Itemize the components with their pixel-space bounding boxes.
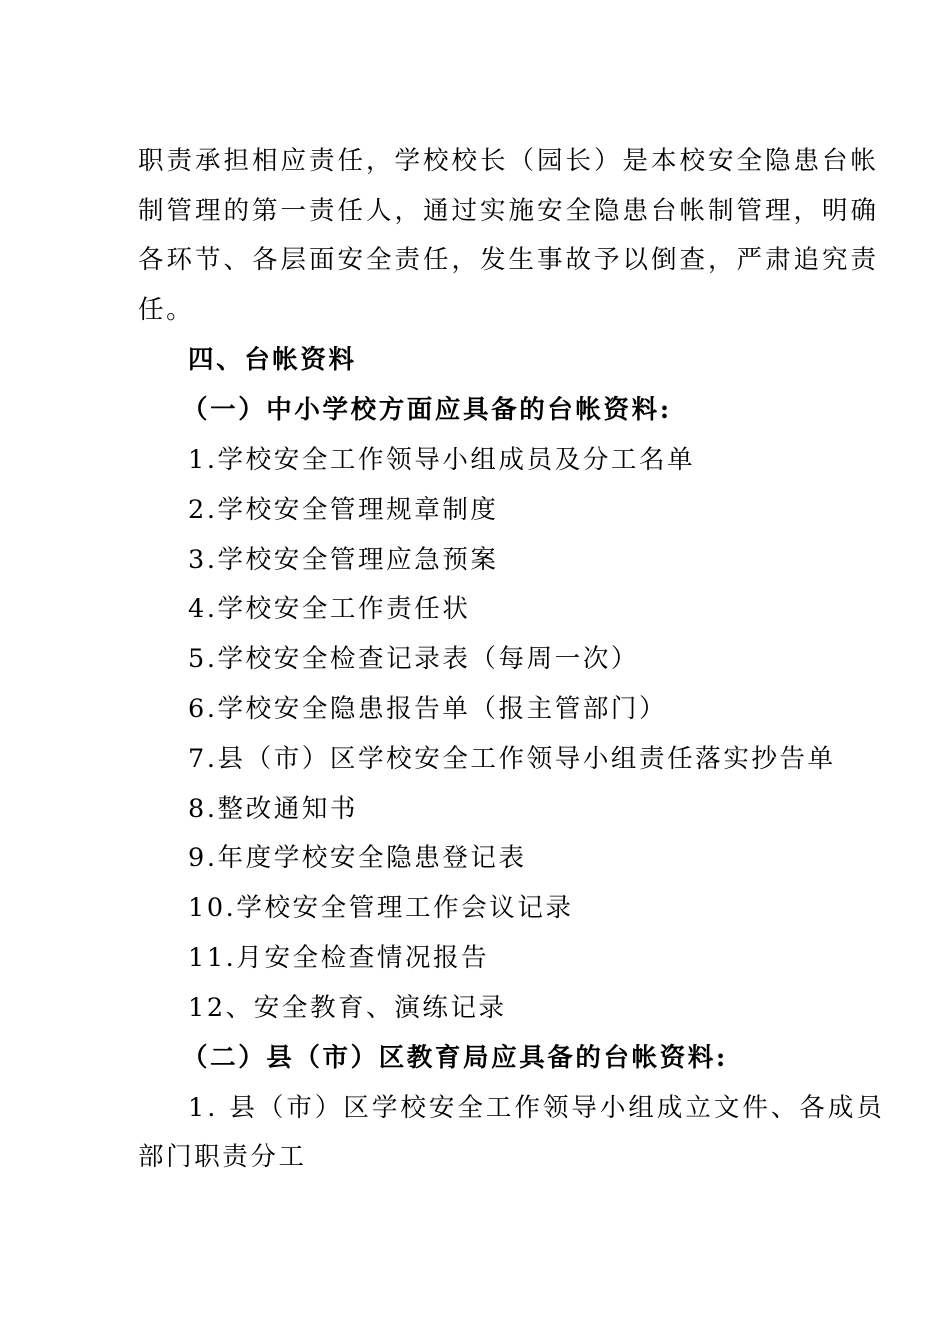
list-item-continuation: 部门职责分工: [138, 1142, 307, 1172]
subsection-1-heading: （一）中小学校方面应具备的台帐资料:: [182, 395, 672, 425]
paragraph-line-4: 任。: [138, 295, 195, 325]
list-item: 2.学校安全管理规章制度: [188, 495, 499, 525]
paragraph-line-3: 各环节、各层面安全责任，发生事故予以倒查，严肃追究责: [138, 245, 880, 275]
section-heading: 四、台帐资料: [188, 345, 357, 375]
list-item: 9.年度学校安全隐患登记表: [188, 843, 527, 873]
list-item: 1.学校安全工作领导小组成员及分工名单: [188, 445, 696, 475]
list-item: 1. 县（市）区学校安全工作领导小组成立文件、各成员: [188, 1093, 885, 1123]
list-item: 12、安全教育、演练记录: [188, 993, 507, 1023]
list-item: 8.整改通知书: [188, 794, 359, 824]
list-item: 3.学校安全管理应急预案: [188, 545, 499, 575]
paragraph-line-1: 职责承担相应责任，学校校长（园长）是本校安全隐患台帐: [138, 146, 880, 176]
list-item: 4.学校安全工作责任状: [188, 594, 471, 624]
list-item: 10.学校安全管理工作会议记录: [188, 893, 574, 923]
list-item: 5.学校安全检查记录表（每周一次）: [188, 644, 640, 674]
list-item: 6.学校安全隐患报告单（报主管部门）: [188, 694, 668, 724]
list-item: 7.县（市）区学校安全工作领导小组责任落实抄告单: [188, 744, 836, 774]
list-item: 11.月安全检查情况报告: [188, 943, 490, 973]
subsection-2-heading: （二）县（市）区教育局应具备的台帐资料:: [182, 1043, 728, 1073]
paragraph-line-2: 制管理的第一责任人，通过实施安全隐患台帐制管理，明确: [138, 196, 880, 226]
